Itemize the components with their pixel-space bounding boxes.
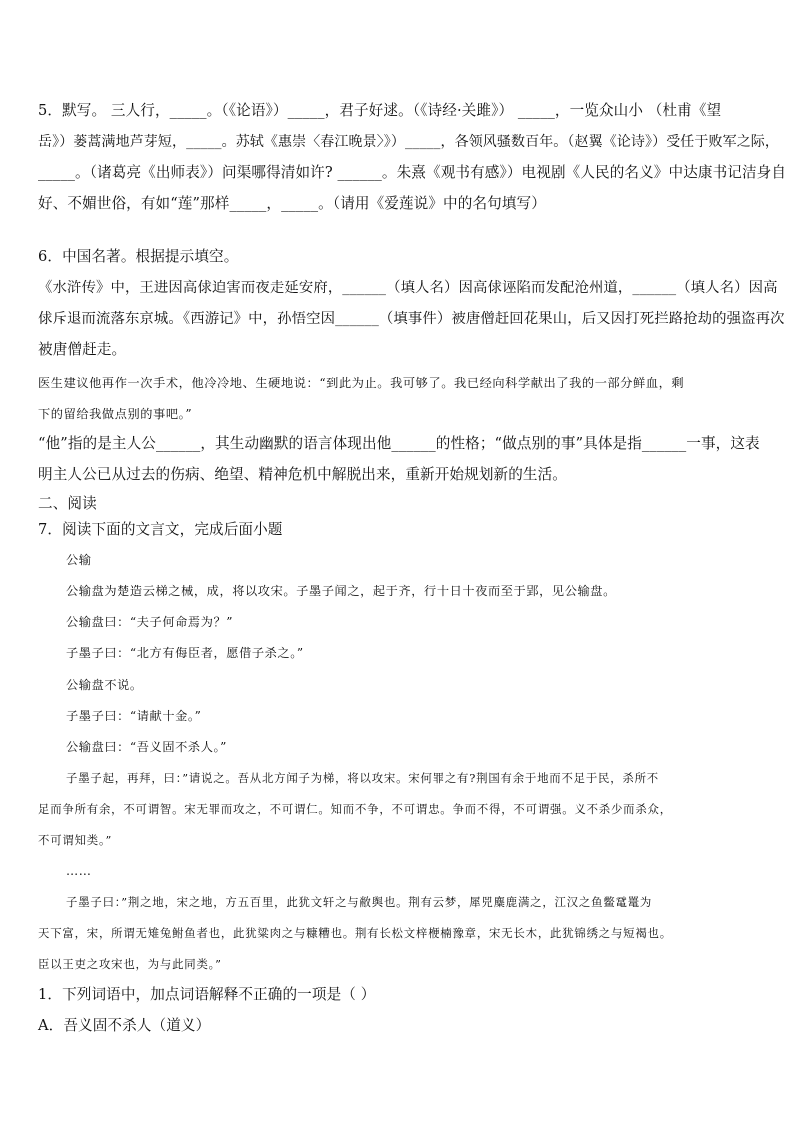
sub-question-1: 1．下列词语中，加点词语解释不正确的一项是（ ） (38, 986, 376, 1003)
passage-paragraph-8-line-2: 天下富，宋，所谓无雉兔鲋鱼者也，此犹粱肉之与糠糟也。荆有长松文梓楩楠豫章，宋无长木，此犹锦绣之与短褐也。 (38, 926, 672, 940)
passage-paragraph-4: 公输盘不说。 (66, 678, 143, 692)
q6-quote-line-1: 医生建议他再作一次手术，他冷冷地、生硬地说：“到此为止。我可够了。我已经向科学献出了我的一部分鲜血，剩 (38, 376, 685, 390)
passage-paragraph-8-line-1: 子墨子曰：”荆之地，宋之地，方五百里，此犹文轩之与敝舆也。荆有云梦，犀兕麋鹿满之，江汉之鱼鳖鼋鼍为 (66, 895, 653, 909)
passage-paragraph-7-line-1: 子墨子起，再拜，曰：”请说之。吾从北方闻子为梯，将以攻宋。宋何罪之有?荆国有余于地而不足于民，杀所不 (66, 771, 659, 785)
q5-line-1: 5．默写。 三人行，_____。（《论语》）_____，君子好逑。（《诗经·关雎》） _____，一览众山小 （杜甫《望 (38, 102, 722, 119)
q6-quote-line-2: 下的留给我做点别的事吧。” (38, 407, 193, 421)
option-a: A．吾义固不杀人（道义） (38, 1017, 211, 1034)
passage-paragraph-8-line-3: 臣以王吏之攻宋也，为与此同类。” (38, 957, 222, 971)
q5-line-3: _____。（诸葛亮《出师表》）问渠哪得清如许? ______。朱熹《观书有感》）电视剧《人民的名义》中达康书记洁身自 (38, 164, 787, 181)
section-2-heading: 二、阅读 (38, 495, 97, 512)
passage-paragraph-7-line-3: 不可谓知类。” (38, 833, 113, 847)
q7-heading: 7．阅读下面的文言文，完成后面小题 (38, 521, 283, 538)
q6-line-2: 俅斥退而流落东京城。《西游记》中，孙悟空因______（填事件）被唐僧赶回花果山，后又因打死拦路抢劫的强盗再次 (38, 311, 785, 327)
q6-line-3: 被唐僧赶走。 (38, 341, 127, 358)
passage-ellipsis: …… (66, 864, 92, 878)
q5-line-2: 岳》）蒌蒿满地芦芽短，_____。苏轼《惠崇〈春江晚景〉》）_____，各领风骚数百年。（赵翼《论诗》）受任于败军之际， (38, 134, 779, 150)
passage-paragraph-2: 公输盘曰：“夫子何命焉为？” (66, 615, 234, 629)
passage-paragraph-7-line-2: 足而争所有余，不可谓智。宋无罪而攻之，不可谓仁。知而不争，不可谓忠。争而不得，不可谓强。义不杀少而杀众， (38, 802, 672, 816)
q6-line-4: “他”指的是主人公______，其生动幽默的语言体现出他______的性格；“做点别的事”具体是指______一事，这表 (38, 435, 760, 452)
passage-paragraph-1: 公输盘为楚造云梯之械，成，将以攻宋。子墨子闻之，起于齐，行十日十夜而至于郢，见公输盘。 (66, 584, 616, 598)
q6-line-5: 明主人公已从过去的伤病、绝望、精神危机中解脱出来，重新开始规划新的生活。 (38, 466, 567, 483)
q6-heading: 6．中国名著。根据提示填空。 (38, 248, 239, 265)
q5-line-4: 好、不媚世俗，有如“莲”那样_____，_____。（请用《爱莲说》中的名句填写） (38, 195, 546, 212)
passage-title: 公输 (66, 553, 92, 567)
passage-paragraph-6: 公输盘曰：“吾义固不杀人。” (66, 740, 228, 754)
passage-paragraph-3: 子墨子曰：“北方有侮臣者，愿借子杀之。” (66, 646, 304, 660)
q6-line-1: 《水浒传》中，王进因高俅迫害而夜走延安府，______（填人名）因高俅诬陷而发配沧州道，______（填人名）因高 (38, 280, 778, 296)
passage-paragraph-5: 子墨子曰：“请献十金。” (66, 709, 202, 723)
